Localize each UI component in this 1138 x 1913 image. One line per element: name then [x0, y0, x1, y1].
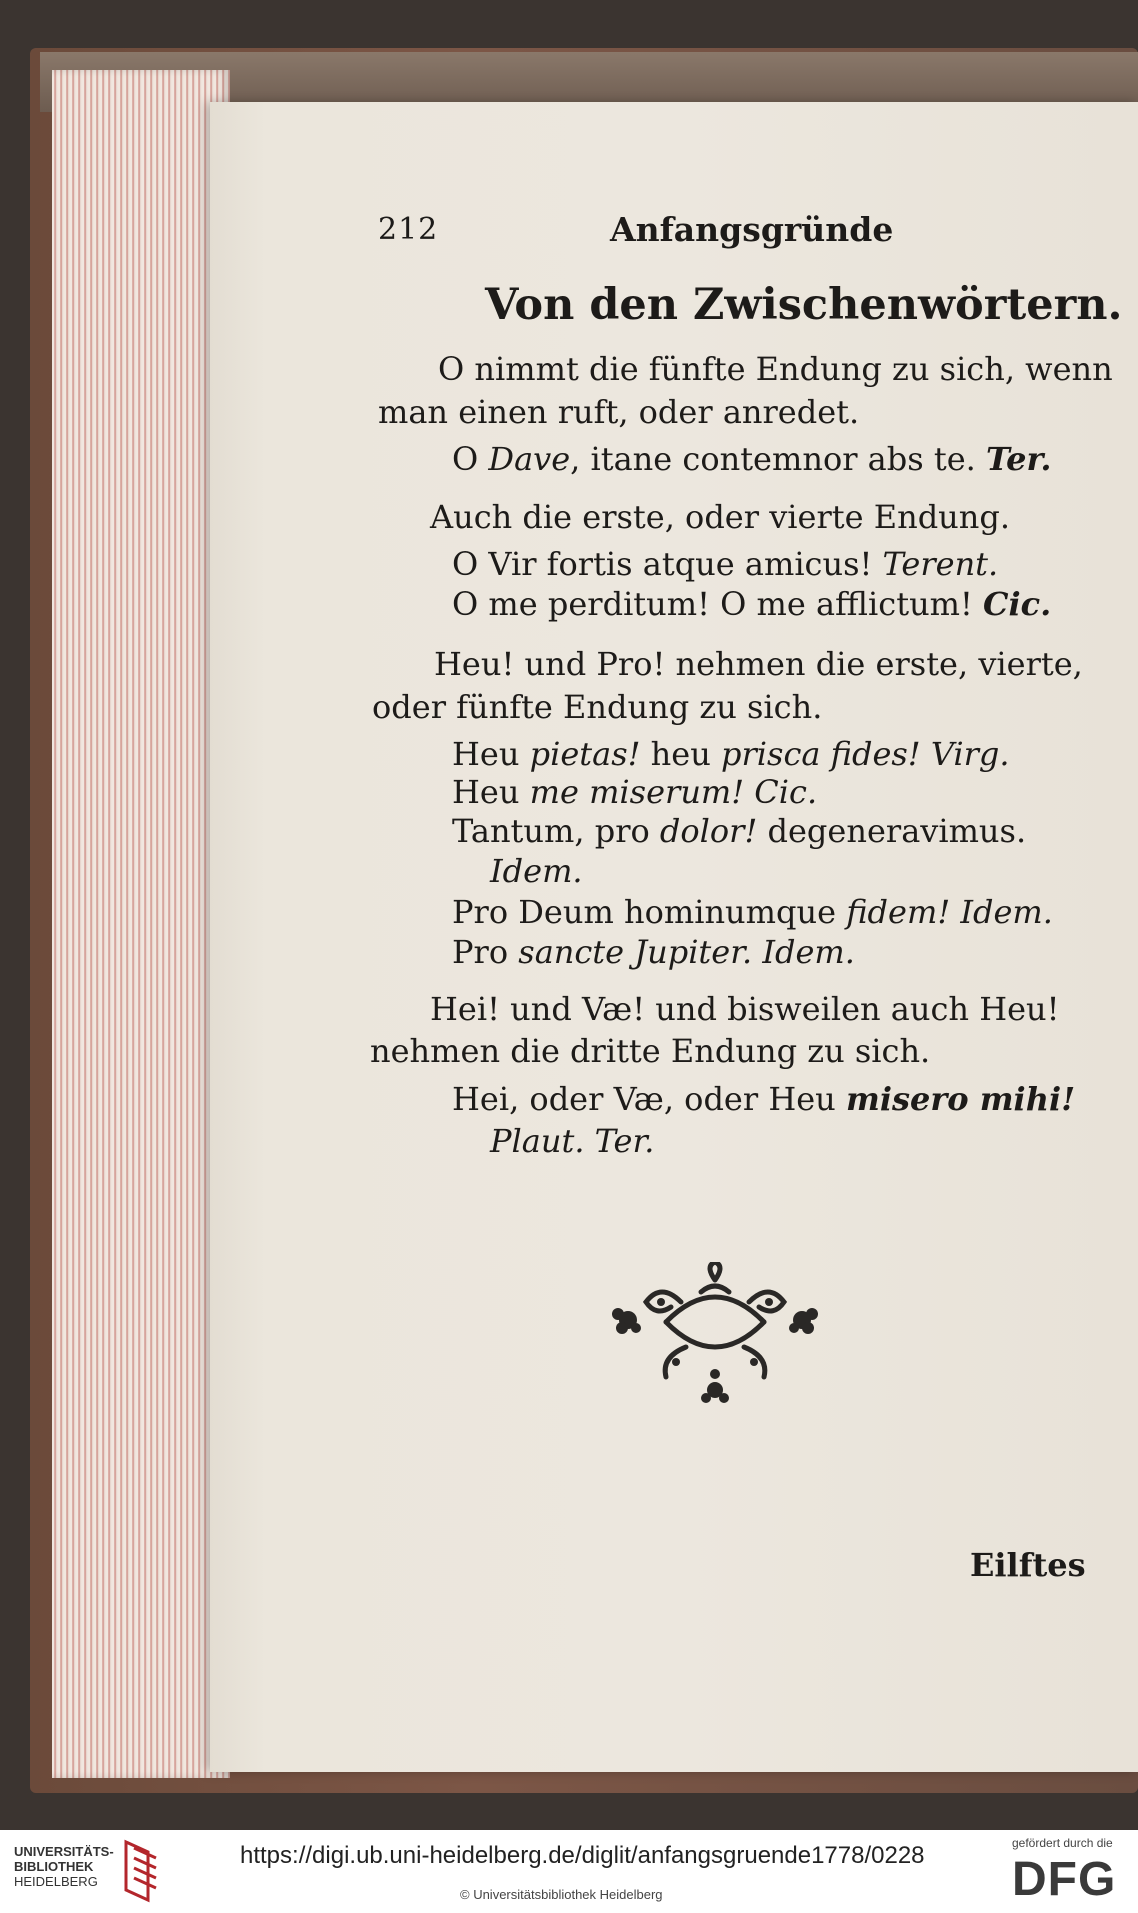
text-line: O nimmt die fünfte Endung zu sich, wenn	[438, 350, 1113, 388]
text-line: nehmen die dritte Endung zu sich.	[370, 1032, 931, 1070]
dfg-logo: DFG	[1012, 1853, 1117, 1906]
library-logo-text: UNIVERSITÄTS- BIBLIOTHEK HEIDELBERG	[14, 1844, 114, 1889]
footer-bar	[0, 1830, 1138, 1913]
example-line: O me perditum! O me afflictum! Cic.	[452, 585, 1052, 623]
text-line: oder fünfte Endung zu sich.	[372, 688, 823, 726]
text-line: Auch die erste, oder vierte Endung.	[430, 498, 1011, 536]
page-edges	[52, 70, 230, 1778]
permalink-link[interactable]: https://digi.ub.uni-heidelberg.de/diglit/anfangsgruende1778/0228	[240, 1842, 925, 1869]
example-line: Plaut. Ter.	[490, 1122, 655, 1160]
example-line: O Vir fortis atque amicus! Terent.	[452, 545, 999, 583]
copyright-text: © Universitätsbibliothek Heidelberg	[460, 1887, 663, 1902]
floral-ornament-icon	[606, 1262, 824, 1407]
example-line: Pro Deum hominumque fidem! Idem.	[452, 893, 1053, 931]
text-line: Hei! und Væ! und bisweilen auch Heu!	[430, 990, 1060, 1028]
example-line: O Dave, itane contemnor abs te. Ter.	[452, 440, 1052, 478]
text-line: Heu! und Pro! nehmen die erste, vierte,	[434, 645, 1083, 683]
text-line: man einen ruft, oder anredet.	[378, 393, 860, 431]
page-number: 212	[378, 212, 439, 247]
example-line: Tantum, pro dolor! degeneravimus.	[452, 812, 1027, 850]
example-line: Pro sancte Jupiter. Idem.	[452, 933, 855, 971]
example-line: Idem.	[490, 852, 583, 890]
catchword: Eilftes	[970, 1546, 1086, 1584]
funder-note: gefördert durch die	[1012, 1836, 1113, 1850]
example-line: Hei, oder Væ, oder Heu misero mihi!	[452, 1080, 1076, 1118]
library-logo-icon	[122, 1838, 158, 1904]
running-title: Anfangsgründe	[610, 210, 894, 249]
example-line: Heu pietas! heu prisca fides! Virg.	[452, 735, 1010, 773]
section-heading: Von den Zwischenwörtern.	[485, 280, 1123, 330]
example-line: Heu me miserum! Cic.	[452, 773, 818, 811]
